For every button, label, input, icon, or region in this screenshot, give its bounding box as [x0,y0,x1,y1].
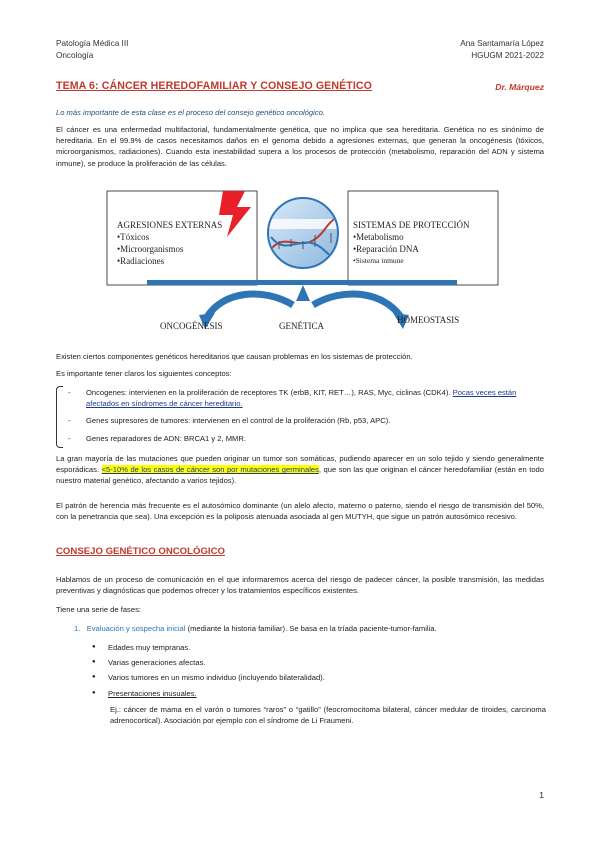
header-course: HGUGM 2021-2022 [471,51,544,60]
list-item: ● Edades muy tempranas. [90,642,544,653]
header-subject: Patología Médica III [56,39,129,48]
oncogenes-note: Pocas veces están afectados en síndromes de cáncer hereditario. [86,388,517,409]
arrow-left [207,294,293,317]
left-box-title: AGRESIONES EXTERNAS [117,220,223,230]
paragraph-mutations: La gran mayoría de las mutaciones que pueden originar un tumor son somáticas, pudiendo aparecer en un solo tejido y siendo generalmente esporádicas. <5-10% de los casos de cáncer son por mutaciones germinales, que son las que originan el cáncer heredofamiliar (están en todo nuestro material genético, afectando a varios tejidos). [56,454,545,486]
page-title: TEMA 6: CÁNCER HEREDOFAMILIAR Y CONSEJO GENÉTICO [56,80,372,92]
header-right [460,38,544,62]
label-oncogenesis: ONCOGÉNESIS [160,321,223,331]
lightning-icon [219,191,251,237]
page-number: 1 [539,790,544,800]
right-item-sistema-inmune: •Sistema inmune [353,256,404,265]
intro-note: Lo más importante de esta clase es el proceso del consejo genético oncológico. [56,108,325,117]
left-item-microorganismos: •Microorganismos [117,244,184,254]
concept-tumor-suppressors: - Genes supresores de tumores: intervienen en el control de la proliferación (Rb, p53, APC). [62,415,546,426]
right-box-content [353,219,470,267]
example-note: Ej.: cáncer de mama en el varón o tumores “raros” o “gatillo” (feocromocitoma bilateral, cáncer medular de tiroides, carcinoma adrenocortical). Asociación por ejemplo con el síndrome de Li Fraumeni. [110,705,546,726]
left-box-content [117,219,222,267]
section-title: CONSEJO GENÉTICO ONCOLÓGICO [56,546,225,557]
paragraph-concepts-intro: Es importante tener claros los siguientes conceptos: [56,369,232,378]
header-left [56,38,128,62]
left-item-radiaciones: •Radiaciones [117,256,165,266]
phase-1-title: Evaluación y sospecha inicial [86,624,186,633]
list-item: ● Presentaciones inusuales. [90,688,544,699]
germline-highlight: <5-10% de los casos de cáncer son por mutaciones germinales [101,465,319,475]
paragraph-intro: El cáncer es una enfermedad multifactorial, fundamentalmente genética, que no implica que sea hereditaria. Genética no es sinónimo de hereditaria. En el 99.9% de casos necesitamos daños en el genoma debido a agresiones externas, que generan la oncogénesis (tóxicos, microorganismos, radiaciones). Cuando esta inestabilidad supera a los procesos de protección (metabolismo, reparación del ADN y sistema inmune), se produce la proliferación de las células. [56,125,544,168]
balance-diagram [103,189,503,347]
concept-dna-repair: - Genes reparadores de ADN: BRCA1 y 2, MMR. [62,433,546,444]
header-author-name: Ana Santamaría López [460,39,544,48]
concepts-list [62,387,546,450]
right-item-metabolismo: •Metabolismo [353,232,404,242]
balance-beam [147,280,457,285]
label-homeostasis: HOMEOSTASIS [397,315,460,325]
dna-circle [268,198,338,268]
header-topic: Oncología [56,51,94,60]
right-item-reparacion: •Reparación DNA [353,244,419,254]
right-box-title: SISTEMAS DE PROTECCIÓN [353,220,470,230]
concept-oncogenes: - Oncogenes: intervienen en la proliferación de receptores TK (erbB, KIT, RET…), RAS, Myc, ciclinas (CDK4). Pocas veces están afectados en síndromes de cáncer hereditario. [62,387,546,409]
paragraph-inheritance: El patrón de herencia más frecuente es el autosómico dominante (un alelo afecto, materno o paterno, siendo el riesgo de transmisión del 50%, con la penetrancia que sea). Una excepción es la poliposis atenuada asociada al gen MUTYH, que sigue un patrón autosómico recesivo. [56,501,544,522]
phase-1-number: 1. [74,624,81,633]
lecturer-name: Dr. Márquez [495,82,544,92]
phase-1 [74,623,544,634]
label-genetica: GENÉTICA [279,321,324,331]
balance-fulcrum [296,285,310,301]
left-item-toxicos: •Tóxicos [117,232,150,242]
paragraph-components: Existen ciertos componentes genéticos hereditarios que causan problemas en los sistemas de protección. [56,352,413,361]
paragraph-phases: Tiene una serie de fases: [56,605,141,614]
list-item: ● Varias generaciones afectas. [90,657,544,668]
suspicion-criteria-list [90,642,544,703]
list-item: ● Varios tumores en un mismo individuo (incluyendo bilateralidad). [90,672,544,683]
paragraph-counseling: Hablamos de un proceso de comunicación en el que informaremos acerca del riesgo de padecer cáncer, la posible transmisión, las medidas preventivas y diagnósticas que podemos ofrecer y los tratamientos específicos existentes. [56,575,544,596]
phase-1-description: (mediante la historia familiar). Se basa en la tríada paciente-tumor-familia. [185,624,437,633]
arrow-right [313,294,401,317]
